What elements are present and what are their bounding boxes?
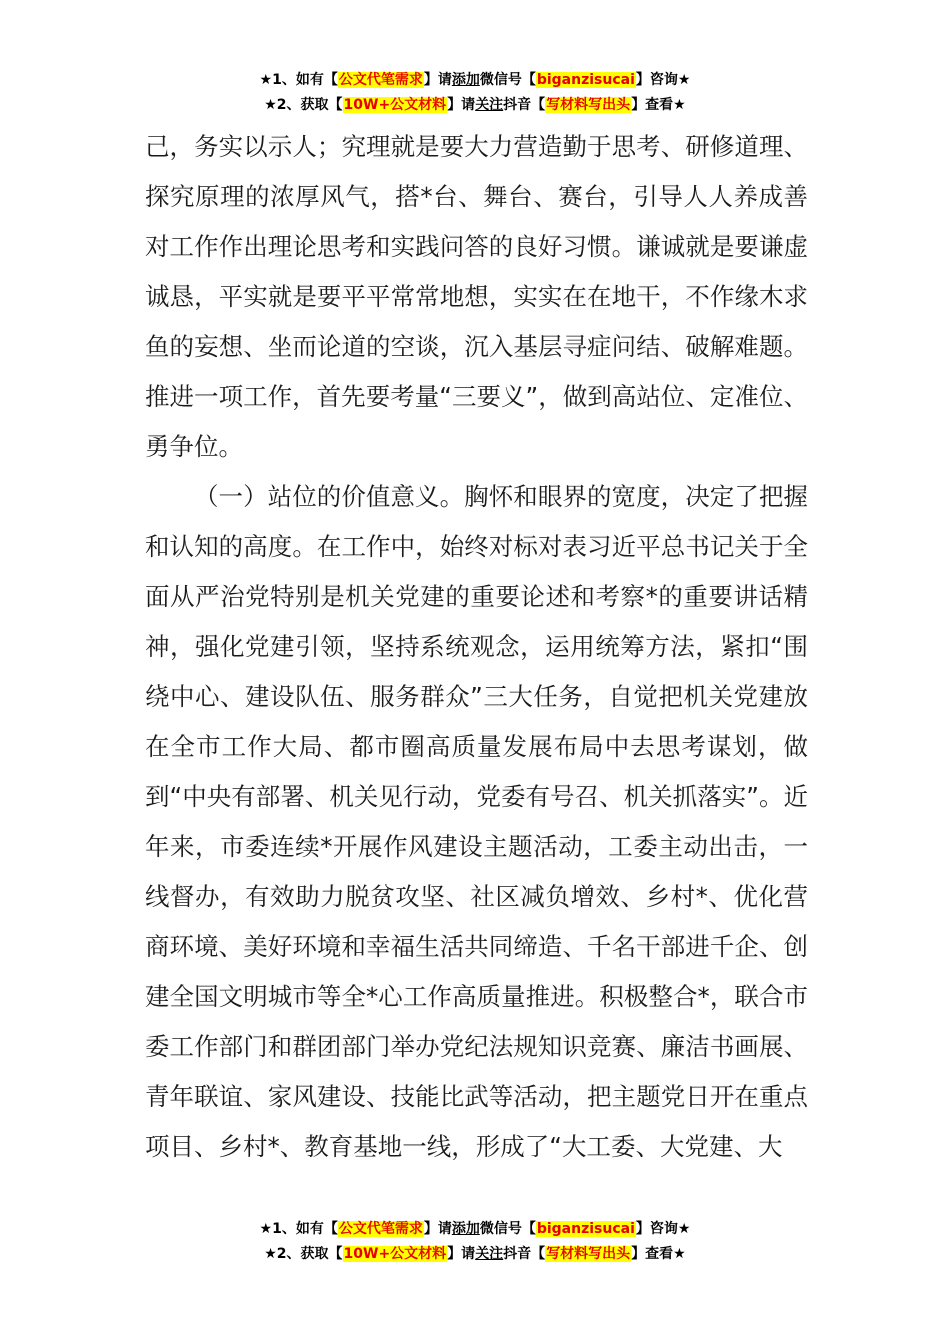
promo-text: 】咨询★ — [635, 1221, 691, 1237]
promo-text: 】请 — [447, 1246, 476, 1262]
promo-underlined-text: 关注 — [475, 97, 504, 113]
promo-line-1 — [0, 1217, 950, 1242]
promo-text: 抖音【 — [503, 1246, 546, 1262]
document-body — [145, 122, 808, 1172]
promo-wechat-id: biganzisucai — [536, 1221, 635, 1237]
promo-highlight: 公文代笔需求 — [338, 1221, 423, 1237]
promo-douyin-account: 写材料写出头 — [546, 97, 631, 113]
promo-text: ★1、如有【 — [259, 72, 338, 88]
promo-text: 微信号【 — [479, 72, 536, 88]
body-paragraph: （一）站位的价值意义。胸怀和眼界的宽度，决定了把握和认知的高度。在工作中，始终对标对表习近平总书记关于全面从严治党特别是机关党建的重要论述和考察*的重要讲话精神，强化党建引领，坚持系统观念，运用统筹方法，紧扣“围绕中心、建设队伍、服务群众”三大任务，自觉把机关党建放在全市工作大局、都市圈高质量发展布局中去思考谋划，做到“中央有部署、机关见行动，党委有号召、机关抓落实”。近年来，市委连续*开展作风建设主题活动，工委主动出击，一线督办，有效助力脱贫攻坚、社区减负增效、乡村*、优化营商环境、美好环境和幸福生活共同缔造、千名干部进千企、创建全国文明城市等全*心工作高质量推进。积极整合*，联合市委工作部门和群团部门举办党纪法规知识竞赛、廉洁书画展、青年联谊、家风建设、技能比武等活动，把主题党日开在重点项目、乡村*、教育基地一线，形成了“大工委、大党建、大 — [145, 482, 808, 1161]
promo-underlined-text: 关注 — [475, 1246, 504, 1262]
promo-line-1 — [0, 68, 950, 93]
promo-line-2 — [0, 1242, 950, 1267]
promo-text: 微信号【 — [479, 1221, 536, 1237]
promo-douyin-account: 写材料写出头 — [546, 1246, 631, 1262]
promo-text: 抖音【 — [503, 97, 546, 113]
promo-text: 】请 — [447, 97, 476, 113]
promo-line-2 — [0, 93, 950, 118]
footer-promo-banner — [0, 1217, 950, 1267]
promo-highlight: 10W+公文材料 — [343, 1246, 447, 1262]
promo-highlight: 10W+公文材料 — [343, 97, 447, 113]
promo-underlined-text: 添加 — [451, 1221, 480, 1237]
promo-highlight: 公文代笔需求 — [338, 72, 423, 88]
body-paragraph: 己，务实以示人；究理就是要大力营造勤于思考、研修道理、探究原理的浓厚风气，搭*台、舞台、赛台，引导人人养成善对工作作出理论思考和实践问答的良好习惯。谦诚就是要谦虚诚恳，平实就是要平平常常地想，实实在在地干，不作缘木求鱼的妄想、坐而论道的空谈，沉入基层寻症问结、破解难题。推进一项工作，首先要考量“三要义”，做到高站位、定准位、勇争位。 — [145, 132, 808, 461]
promo-text: 】请 — [423, 72, 452, 88]
promo-underlined-text: 添加 — [451, 72, 480, 88]
header-promo-banner — [0, 68, 950, 118]
promo-text: ★2、获取【 — [264, 1246, 343, 1262]
promo-text: ★1、如有【 — [259, 1221, 338, 1237]
promo-wechat-id: biganzisucai — [536, 72, 635, 88]
promo-text: 】查看★ — [631, 1246, 686, 1262]
promo-text: 】咨询★ — [635, 72, 691, 88]
promo-text: 】请 — [423, 1221, 452, 1237]
promo-text: 】查看★ — [631, 97, 686, 113]
promo-text: ★2、获取【 — [264, 97, 343, 113]
